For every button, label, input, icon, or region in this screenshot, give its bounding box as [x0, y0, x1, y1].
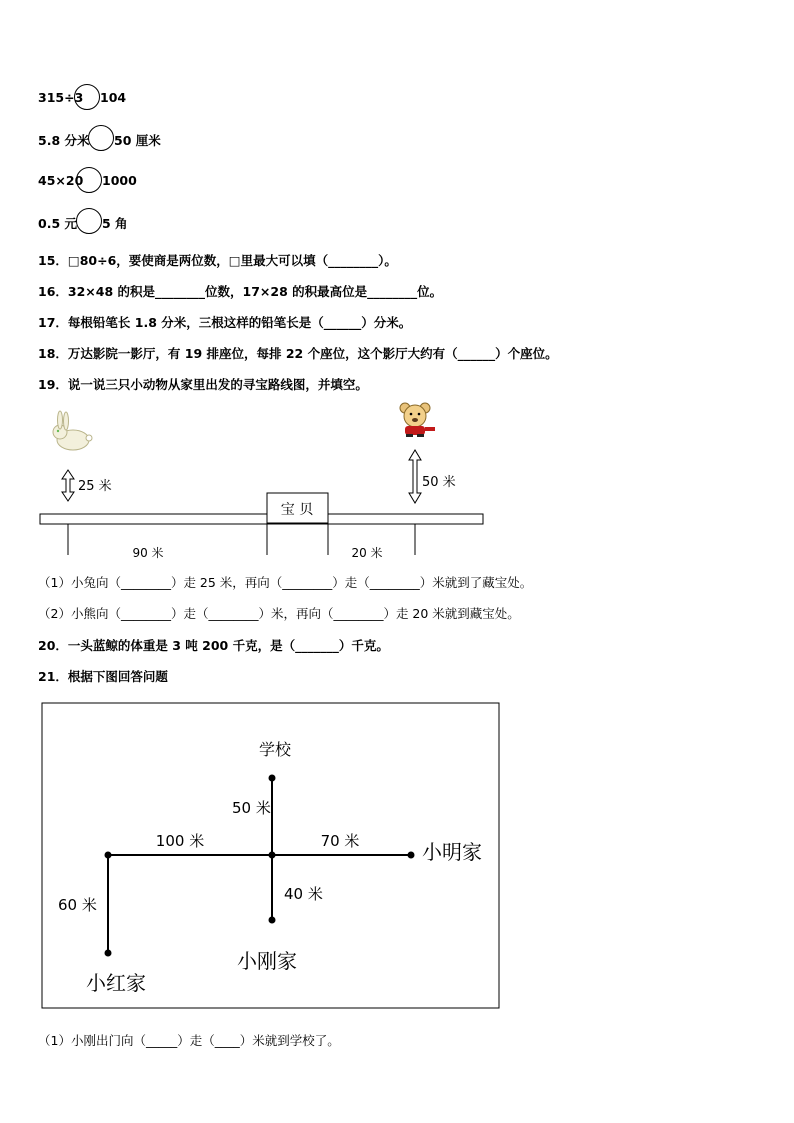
compare-left: 0.5 元: [38, 216, 77, 231]
question-21: 21．根据下图回答问题: [38, 669, 168, 684]
compare-right: 1000: [102, 173, 137, 188]
question-16: 16．32×48 的积是________位数，17×28 的积最高位是________位。: [38, 284, 443, 299]
distance-hong-label: 60 米: [58, 896, 97, 914]
question-18: 18．万达影院一影厅，有 19 排座位，每排 22 个座位，这个影厅大约有（______）个座位。: [38, 346, 558, 361]
bear-distance-arrow: [409, 450, 421, 503]
distance-down-label: 40 米: [284, 885, 323, 903]
distance-up-label: 50 米: [232, 799, 271, 817]
question-17: 17．每根铅笔长 1.8 分米，三根这样的铅笔长是（______）分米。: [38, 315, 412, 330]
question-15: 15．□80÷6，要使商是两位数，□里最大可以填（________）。: [38, 253, 397, 268]
compare-answer-circle[interactable]: [76, 167, 102, 193]
bear-icon: [400, 403, 435, 437]
compare-right: 104: [100, 90, 127, 105]
distance-left-label: 100 米: [155, 832, 205, 850]
xiaoming-home-point: [408, 852, 415, 859]
question-19-1: （1）小兔向（________）走 25 米，再向（________）走（________）米就到了藏宝处。: [38, 575, 533, 590]
question-19: 19．说一说三只小动物从家里出发的寻宝路线图，并填空。: [38, 377, 368, 392]
compare-answer-circle[interactable]: [76, 208, 102, 234]
question-20: 20．一头蓝鲸的体重是 3 吨 200 千克，是（_______）千克。: [38, 638, 389, 653]
question-19-2: （2）小熊向（________）走（________）米，再向（________）走 20 米就到藏宝处。: [38, 606, 520, 621]
compare-right: 5 角: [102, 216, 128, 231]
compare-left: 5.8 分米: [38, 133, 90, 148]
school-label: 学校: [258, 740, 292, 759]
xiaoming-home-label: 小明家: [422, 840, 482, 864]
xiaohong-home-point: [105, 950, 112, 957]
treasure-route-figure: [0, 400, 794, 570]
treasure-label: 宝 贝: [280, 502, 314, 518]
corner-point: [105, 852, 112, 859]
right-segment-label: 20 米: [351, 546, 383, 560]
bear-distance-label: 50 米: [422, 475, 456, 490]
compare-right: 50 厘米: [114, 133, 161, 148]
compare-answer-circle[interactable]: [88, 125, 114, 151]
school-point: [269, 775, 276, 782]
compare-left: 315÷3: [38, 90, 84, 105]
compare-left: 45×20: [38, 173, 84, 188]
left-segment-label: 90 米: [132, 546, 164, 560]
xiaogang-home-label: 小刚家: [237, 949, 297, 973]
map-figure: [0, 700, 794, 1012]
center-point: [269, 852, 276, 859]
distance-right-label: 70 米: [320, 832, 360, 850]
rabbit-icon: [53, 411, 92, 450]
question-21-1: （1）小刚出门向（_____）走（____）米就到学校了。: [38, 1033, 340, 1048]
compare-answer-circle[interactable]: [74, 84, 100, 110]
rabbit-distance-arrow: [62, 470, 74, 501]
road: [40, 514, 483, 524]
xiaohong-home-label: 小红家: [86, 971, 146, 995]
xiaogang-home-point: [269, 917, 276, 924]
rabbit-distance-label: 25 米: [78, 479, 112, 494]
